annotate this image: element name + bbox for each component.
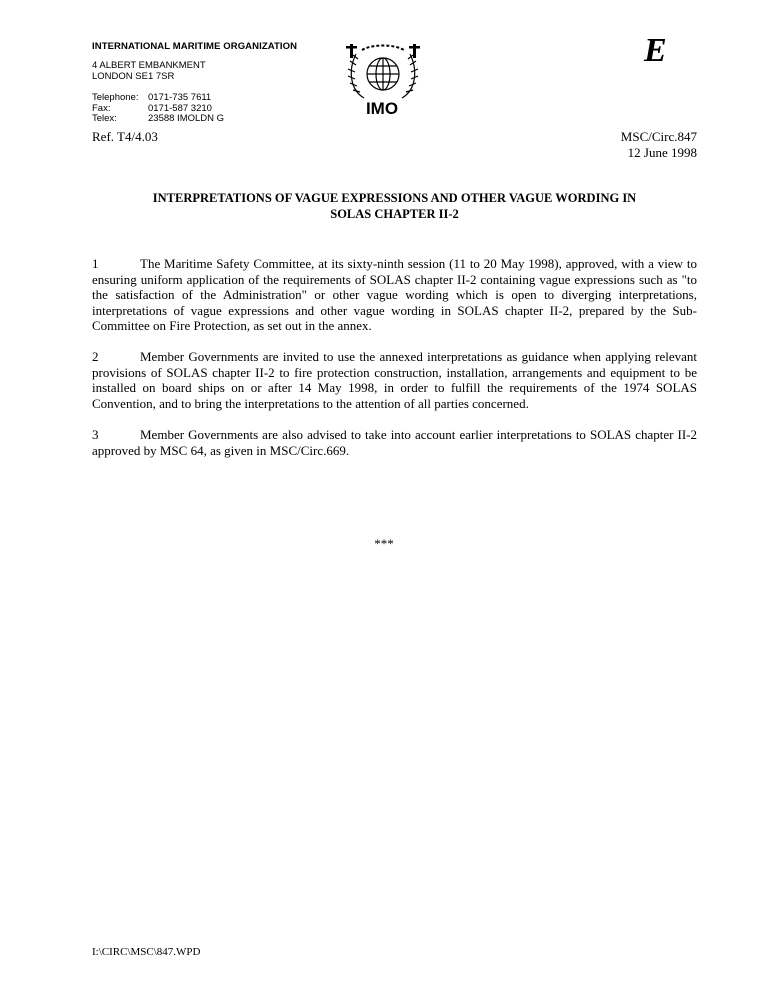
address-block xyxy=(92,60,206,82)
paragraph-1 xyxy=(92,256,697,334)
contact-row-telephone xyxy=(92,93,224,104)
paragraph-text: Member Governments are also advised to take into account earlier interpretations to SOLAS chapter II-2 approved by MSC 64, as given in MSC/Circ.669. xyxy=(92,427,697,458)
section-separator: *** xyxy=(374,536,394,551)
contact-value: 0171-587 3210 xyxy=(148,102,212,114)
address-line-2: LONDON SE1 7SR xyxy=(92,71,175,82)
address-line-1: 4 ALBERT EMBANKMENT xyxy=(92,60,206,71)
paragraph-3 xyxy=(92,427,697,458)
imo-logo-text: IMO xyxy=(365,99,399,118)
circular-date: 12 June 1998 xyxy=(627,144,697,160)
paragraph-number: 3 xyxy=(92,427,99,442)
title-line-2: SOLAS CHAPTER II-2 xyxy=(330,206,459,221)
contact-block xyxy=(92,93,224,125)
imo-emblem-icon xyxy=(340,40,426,102)
contact-value: 23588 IMOLDN G xyxy=(148,113,225,124)
circular-number: MSC/Circ.847 xyxy=(620,129,697,144)
paragraph-text: Member Governments are invited to use the annexed interpretations as guidance when applying relevant provisions of SOLAS chapter II-2 to fire protection construction, installation, arrangements and equipment to be installed on board ships on or after 14 May 1998, in order to fulfill the requirements of the 1974 SOLAS Convention, and to bring the interpretations to the attention of all parties concerned. xyxy=(92,349,697,411)
paragraph-number: 1 xyxy=(92,256,99,271)
organization-name: INTERNATIONAL MARITIME ORGANIZATION xyxy=(92,41,298,52)
paragraph-2 xyxy=(92,349,697,411)
language-code: E xyxy=(644,32,667,69)
file-path-footer: I:\CIRC\MSC\847.WPD xyxy=(92,946,201,958)
contact-value: 0171-735 7611 xyxy=(148,92,212,103)
paragraph-number: 2 xyxy=(92,349,99,364)
contact-label: Fax: xyxy=(92,102,111,114)
circular-reference xyxy=(621,129,697,160)
contact-label: Telephone: xyxy=(92,92,139,103)
contact-label: Telex: xyxy=(92,113,117,124)
contact-row-telex xyxy=(92,114,224,125)
paragraph-text: The Maritime Safety Committee, at its sixty-ninth session (11 to 20 May 1998), approved, with a view to ensuring uniform application of the requirements of SOLAS chapter II-2 containing vague expressions such as "to the satisfaction of the Administration" or other vague wording which is open to diverging interpretations, interpretations of vague expressions and other vague wording in SOLAS chapter II-2, prepared by the Sub-Committee on Fire Protection, as set out in the annex. xyxy=(92,256,697,333)
document-title xyxy=(92,191,697,222)
reference-number: Ref. T4/4.03 xyxy=(92,129,158,144)
title-line-1: INTERPRETATIONS OF VAGUE EXPRESSIONS AND OTHER VAGUE WORDING IN xyxy=(152,191,637,205)
